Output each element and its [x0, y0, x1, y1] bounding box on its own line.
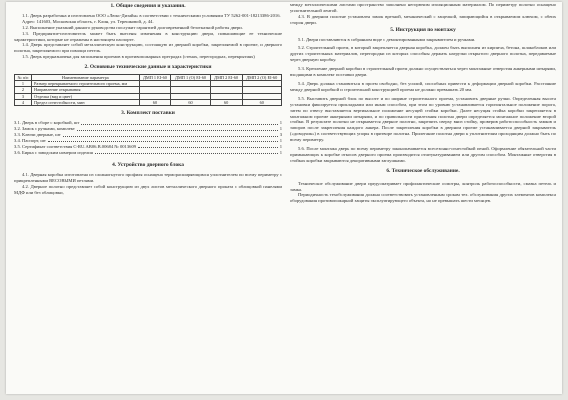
table-cell: Размер перекрываемого строительного проема, мм [32, 81, 140, 87]
table-cell: Предел огнестойкости, мин [32, 99, 140, 105]
table-cell: Направление открывания [32, 87, 140, 93]
table-header-name: Наименование параметра [32, 75, 140, 81]
paragraph: 4.2. Дверное полотно представляет собой конструкцию из двух листов металлического дверного проката с облицовкой панелями МДФ или без облицовки, [14, 184, 282, 196]
paragraph: Адрес: 141603, Московская область, г. Клин, ул. Терешковой, д. 44. [22, 18, 154, 24]
list-item-qty: 3 [279, 131, 282, 137]
list-item-text: 3.3. Ключи дверные, шт [14, 131, 61, 137]
table-cell: 4 [15, 99, 32, 105]
list-item-text: 3.4. Паспорт, шт [14, 137, 46, 143]
table-cell: 1 [15, 81, 32, 87]
paragraph: 5.5. Выставить дверной блок по высоте и по ширине строительного проема, установить дверные ручки. Определенная высота установки фиксируется прокладками или иным способом, при этом по уровню устанавливается горизонтальное положение порога, затем по отвесу выставляется вертикальное положение несущей стойки коробки. Далее несущая стойка коробки закрепляется в монтажном проеме анкерными штырями, и по правильности прилегания полотна двери определяется монтажное положение второй стойки. В результате полотно не открывается дверное полотно, закрепить сверху вниз стойку, проверив работоспособность замков и запоров после закрепления каждого анкера. После закрепления коробки в дверном проеме устанавливается дверной закрыватель («доводчик») в соответствующих упоры в притворе полотна. Прилегание полотна двери к уплотнителям проходящим должно быть по всему периметру. [290, 95, 556, 143]
paragraph: 1.5. Дверь предназначена для заполнения проемов в противопожарных преградах (стенах, перегородках, перекрытиях) [22, 54, 255, 60]
spec-table [14, 74, 282, 106]
table-cell: 60 [171, 99, 210, 105]
table-cell: 60 [139, 99, 171, 105]
list-item-text: 3.5. Сертификат соответствия C-RU.AB06.B.00684 № 0013609 [14, 143, 137, 149]
paragraph: 1.4. Дверь представляет собой металлическую конструкцию, состоящую из дверной коробки, закрепляемой в проеме, и дверного полотна, закрепляемого при помощи петель. [14, 42, 282, 54]
table-cell: 60 [210, 99, 242, 105]
table-cell: 60 [242, 99, 282, 105]
list-item-text: 3.6. Бирка с заводским номером изделия [14, 149, 93, 155]
table-header-col: ДМП 2 (О) EI-60 [242, 75, 282, 81]
paragraph: 1.2. Выполнение указаний данного руководства послужит гарантией долговременной безотказной работы двери. [22, 24, 243, 30]
section-3-title: 3. Комплект поставки [121, 110, 175, 117]
table-header-col: ДМП 2 EI-60 [210, 75, 242, 81]
paragraph: 5.6. После монтажа дверь по всему периметру законопачивается всесезонно-огнестойкой пеной. Оформление обязательной части примыкающих к коробке откосов дверного проема производится отштукатуриванием или другим способом. Монтажные отверстия в стойках коробки закрываются декоративными заглушками. [290, 146, 556, 163]
list-item-text: 3.2. Замок с ручками, комплект [14, 125, 75, 131]
table-header-num: № п/п [15, 75, 32, 81]
table-cell: 3 [15, 93, 32, 99]
right-column [290, 2, 556, 204]
table-cell: 2 [15, 87, 32, 93]
paragraph: Техническое обслуживание двери предусматривает профилактические осмотры, контроль работоспособности, смазка петель и замка. [290, 180, 556, 192]
paragraph: между металлическими листами пространство заполнено негорючим изоляционным материалом. По периметру полотно оснащено уплотнительной лентой. [290, 2, 556, 13]
table-row [15, 99, 282, 105]
paragraph: 5.1. Двери поставляются в собранном виде с демонтированными закрывателем и ручками. [298, 36, 476, 42]
list-item-qty: 1 [279, 119, 282, 125]
section-2-title: 2. Основные технические данные и характеристики [84, 64, 212, 71]
package-list [14, 120, 282, 155]
list-item-qty: 1 [279, 149, 282, 155]
left-column [14, 2, 282, 196]
paragraph: 4.1. Дверная коробка изготовлена из сложногнутого профиля оснащена терморасширяющимся уплотнителем по всему периметру с прикрепленными ВЕСОВЫМИ петлями. [14, 172, 282, 184]
section-1-title: 1. Общие сведения и указания. [110, 3, 186, 9]
paragraph: Периодичность техобслуживания должна соответствовать установленным срокам тех. обслуживания других элементов комплекса оборудования противопожарной защиты эксплуатирующего объекта, но не превышать шести месяцев. [290, 192, 556, 204]
paragraph: 5.4. Дверь должна становиться в проем свободно, без усилий, способных привести к деформации дверной коробки. Расстояние между дверной коробкой и строительной конструкцией проема не должно превышать 20 мм. [290, 80, 556, 92]
paragraph: 4.3. В дверном полотне установлен замок врезной, механический с защелкой, запирающийся в открываемом ключом, с обеих сторон двери. [290, 13, 556, 25]
paragraph: 1.3. Предприятие-изготовитель может быть внесены изменения в конструкцию двери, повышающие ее технические характеристики, которые не отражены в настоящем паспорте. [14, 30, 282, 42]
table-header-col: ДМП 1 (О) EI-60 [171, 75, 210, 81]
table-cell: Отделка (вид и цвет) [32, 93, 140, 99]
passport-page [6, 2, 562, 394]
list-item-text: 3.1. Дверь в сборе с коробкой, шт [14, 119, 80, 125]
list-item-qty: 1 [279, 125, 282, 131]
paragraph: 1.1. Дверь разработана и изготовлена ООО «Люкс-Дизайн» в соответствии с техническими условиями ТУ 5262-001-18213386-2016. [22, 12, 281, 18]
section-6-title: 6. Техническое обслуживание. [386, 167, 460, 174]
list-item-qty: 1 [279, 137, 282, 143]
table-header-col: ДМП 1 EI-60 [139, 75, 171, 81]
paragraph: 5.2. Строительный проем, в который закрепляется дверная коробка, должен быть выполнен из кирпича, бетона, шлакоблоков или других строительных материалов, перегородки из которых способны держать нагрузки открытого дверного полотна, передаваемые через дверную коробку. [290, 45, 556, 63]
paragraph: 5.3. Крепление дверной коробки в строительный проем должно осуществляться через монтажные отверстия анкерными штырями, входящими в комплект поставки двери. [290, 66, 556, 78]
section-4-title: 4. Устройство дверного блока [112, 162, 184, 169]
list-item-qty: 1 [279, 143, 282, 149]
section-5-title: 5. Инструкция по монтажу [390, 26, 456, 33]
